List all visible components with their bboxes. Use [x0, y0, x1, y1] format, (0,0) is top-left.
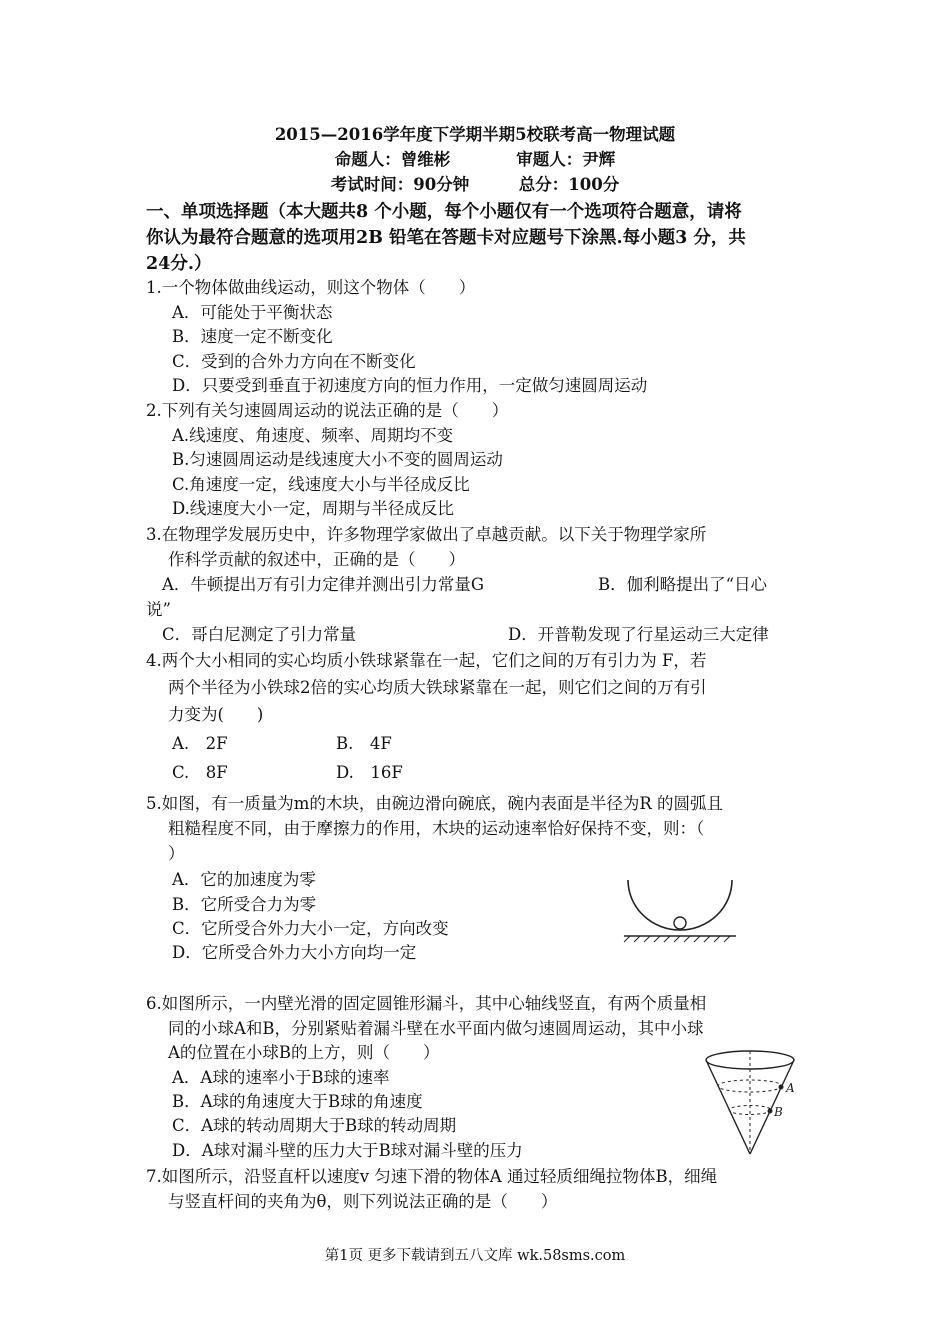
q5-option-c: C．它所受合外力大小一定，方向改变 — [172, 919, 449, 938]
funnel-label-b: B — [774, 1105, 783, 1119]
page-footer: 第1页 更多下载请到五八文库 wk.58sms.com — [324, 1248, 626, 1264]
q5-stem-line2: 粗糙程度不同，由于摩擦力的作用，木块的运动速率恰好保持不变，则：（ — [168, 819, 705, 838]
q2-option-b: B.匀速圆周运动是线速度大小不变的圆周运动 — [172, 450, 503, 469]
exam-info: 考试时间：90分钟 总分：100分 — [330, 175, 620, 194]
q7-stem-line2: 与竖直杆间的夹角为θ，则下列说法正确的是（ ） — [168, 1192, 558, 1211]
q7-stem-line1: 7.如图所示，沿竖直杆以速度v 匀速下滑的物体A 通过轻质细绳拉物体B，细绳 — [146, 1167, 718, 1186]
q4-stem-line2: 两个半径为小铁球2倍的实心均质大铁球紧靠在一起，则它们之间的万有引 — [168, 678, 707, 697]
q4-option-d: D. 16F — [336, 763, 403, 782]
q2-option-c: C.角速度一定，线速度大小与半径成反比 — [172, 475, 470, 494]
q1-option-d: D．只要受到垂直于初速度方向的恒力作用，一定做匀速圆周运动 — [172, 376, 648, 395]
section-heading-line3: 24分.） — [146, 254, 212, 274]
q4-option-c: C. 8F — [172, 763, 228, 782]
bowl-figure — [620, 878, 740, 944]
q6-stem-line2: 同的小球A和B，分别紧贴着漏斗壁在水平面内做匀速圆周运动，其中小球 — [168, 1019, 704, 1038]
q1-option-c: C．受到的合外力方向在不断变化 — [172, 352, 416, 371]
exam-authors: 命题人：曾维彬 审题人：尹辉 — [334, 150, 616, 169]
q1-option-a: A．可能处于平衡状态 — [172, 303, 333, 322]
q6-option-d: D．A球对漏斗壁的压力大于B球对漏斗壁的压力 — [172, 1141, 523, 1160]
funnel-label-a: A — [786, 1081, 795, 1095]
q3-stem-line2: 作科学贡献的叙述中，正确的是（ ） — [168, 550, 465, 569]
q6-option-b: B．A球的角速度大于B球的角速度 — [172, 1092, 423, 1111]
funnel-figure — [700, 1046, 804, 1158]
q3-option-a: A．牛顿提出万有引力定律并测出引力常量G — [162, 575, 485, 594]
q6-option-a: A．A球的速率小于B球的速率 — [172, 1068, 390, 1087]
q6-stem-line3: A的位置在小球B的上方，则（ ） — [168, 1043, 440, 1062]
q5-option-a: A．它的加速度为零 — [172, 870, 316, 889]
q2-option-d: D.线速度大小一定，周期与半径成反比 — [172, 499, 454, 518]
q5-stem-line1: 5.如图，有一质量为m的木块，由碗边滑向碗底，碗内表面是半径为R 的圆弧且 — [146, 794, 724, 813]
q3-option-b-cont: 说” — [146, 600, 171, 619]
q4-stem-line3: 力变为( ) — [168, 705, 264, 724]
section-heading-line1: 一、单项选择题（本大题共8 个小题，每个小题仅有一个选项符合题意，请将 — [146, 202, 742, 222]
section-heading-line2: 你认为最符合题意的选项用2B 铅笔在答题卡对应题号下涂黑.每小题3 分，共 — [146, 228, 746, 248]
q6-option-c: C．A球的转动周期大于B球的转动周期 — [172, 1116, 457, 1135]
q2-stem: 2.下列有关匀速圆周运动的说法正确的是（ ） — [146, 401, 509, 420]
q3-option-c: C．哥白尼测定了引力常量 — [162, 625, 357, 644]
exam-title: 2015—2016学年度下学期半期5校联考高一物理试题 — [274, 125, 676, 144]
q4-option-a: A. 2F — [172, 734, 228, 753]
q4-option-b: B. 4F — [336, 734, 392, 753]
q3-option-b: B．伽利略提出了“日心 — [598, 575, 768, 594]
q5-option-d: D．它所受合外力大小方向均一定 — [172, 943, 417, 962]
q4-stem-line1: 4.两个大小相同的实心均质小铁球紧靠在一起，它们之间的万有引力为 F，若 — [146, 651, 707, 670]
q2-option-a: A.线速度、角速度、频率、周期均不变 — [172, 426, 454, 445]
q1-stem: 1.一个物体做曲线运动，则这个物体（ ） — [146, 278, 476, 297]
q5-stem-line3: ） — [168, 844, 185, 863]
q3-stem-line1: 3.在物理学发展历史中，许多物理学家做出了卓越贡献。以下关于物理学家所 — [146, 525, 707, 544]
q3-option-d: D．开普勒发现了行星运动三大定律 — [508, 625, 769, 644]
q5-option-b: B．它所受合力为零 — [172, 895, 317, 914]
q6-stem-line1: 6.如图所示，一内壁光滑的固定圆锥形漏斗，其中心轴线竖直，有两个质量相 — [146, 994, 707, 1013]
q1-option-b: B．速度一定不断变化 — [172, 327, 333, 346]
